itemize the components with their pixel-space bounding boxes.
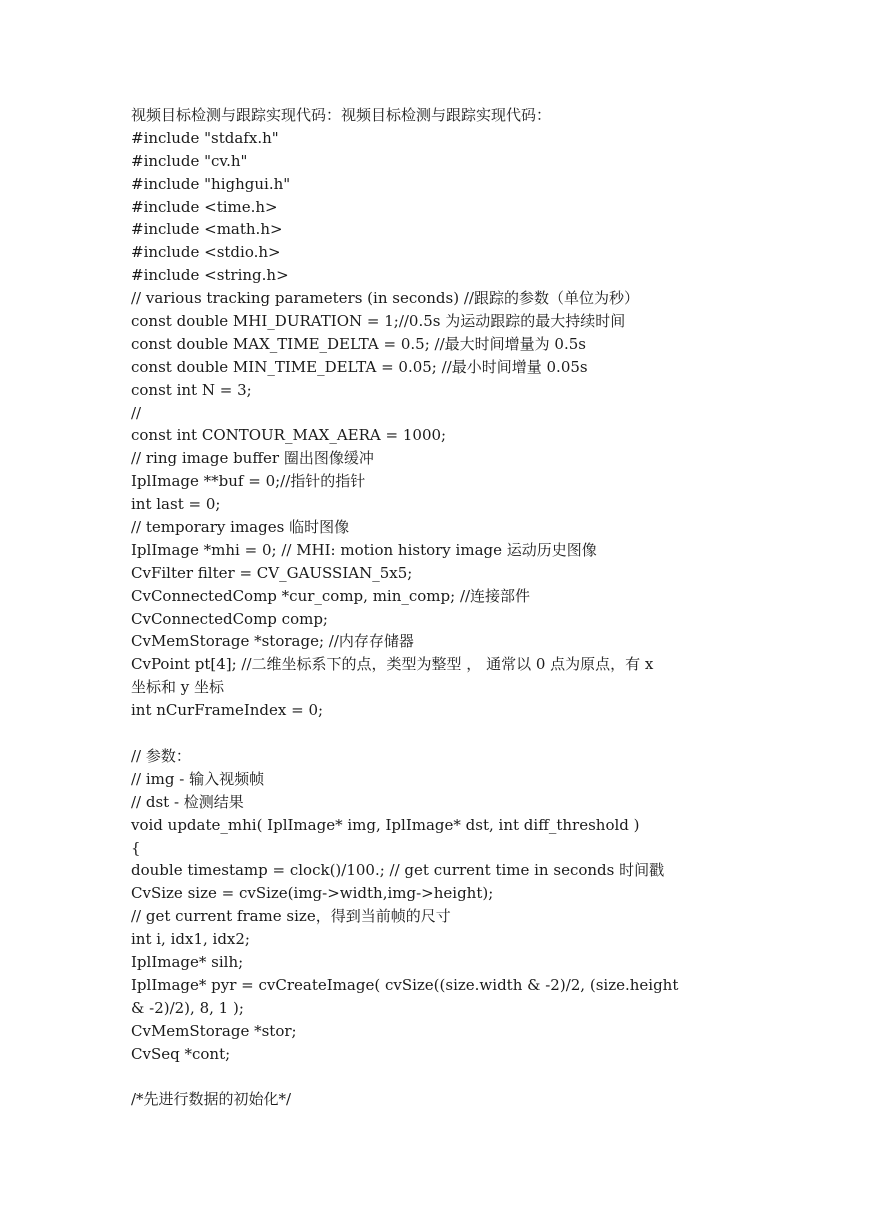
code-line: int i, idx1, idx2; [131, 930, 250, 949]
code-line: IplImage* pyr = cvCreateImage( cvSize((size.width & -2)/2, (size.height [131, 975, 679, 994]
code-line: CvConnectedComp *cur_comp, min_comp; //连接部件 [131, 586, 531, 605]
code-line: // ring image buffer 圈出图像缓冲 [131, 449, 374, 468]
code-line: 坐标和 y 坐标 [131, 678, 225, 697]
code-line: #include "stdafx.h" [131, 128, 279, 147]
code-line: const int N = 3; [131, 380, 252, 399]
blank-line [131, 1065, 751, 1088]
code-line: CvConnectedComp comp; [131, 609, 328, 628]
code-line: const int CONTOUR_MAX_AERA = 1000; [131, 426, 447, 445]
code-line: // dst - 检测结果 [131, 792, 244, 811]
code-line: #include <stdio.h> [131, 243, 281, 262]
code-line: & -2)/2), 8, 1 ); [131, 998, 244, 1017]
code-line: #include <time.h> [131, 197, 278, 216]
code-line: const double MHI_DURATION = 1;//0.5s 为运动跟踪的最大持续时间 [131, 312, 626, 331]
code-line: // get current frame size，得到当前帧的尺寸 [131, 907, 451, 926]
code-line: // img - 输入视频帧 [131, 769, 265, 788]
code-line: CvPoint pt[4]; //二维坐标系下的点，类型为整型 ， 通常以 0 点为原点，有 x [131, 655, 654, 674]
code-line: int nCurFrameIndex = 0; [131, 701, 324, 720]
code-line: #include <string.h> [131, 266, 289, 285]
document-body [131, 104, 751, 1111]
code-line: CvMemStorage *stor; [131, 1021, 297, 1040]
code-line: #include "highgui.h" [131, 174, 291, 193]
code-line: // [131, 403, 142, 422]
code-line: IplImage **buf = 0;//指针的指针 [131, 472, 366, 491]
code-line: CvSeq *cont; [131, 1044, 231, 1063]
code-line: int last = 0; [131, 495, 221, 514]
code-line: CvFilter filter = CV_GAUSSIAN_5x5; [131, 563, 413, 582]
code-line: const double MAX_TIME_DELTA = 0.5; //最大时间增量为 0.5s [131, 334, 586, 353]
code-line: // 参数： [131, 746, 191, 765]
code-line: // temporary images 临时图像 [131, 518, 350, 537]
code-line: CvSize size = cvSize(img->width,img->height); [131, 884, 494, 903]
code-line: CvMemStorage *storage; //内存存储器 [131, 632, 414, 651]
document-title: 视频目标检测与跟踪实现代码：视频目标检测与跟踪实现代码： [131, 106, 552, 124]
code-line: /*先进行数据的初始化*/ [131, 1090, 292, 1109]
code-line: void update_mhi( IplImage* img, IplImage* dst, int diff_threshold ) [131, 815, 640, 834]
code-line: #include "cv.h" [131, 151, 248, 170]
code-line: double timestamp = clock()/100.; // get current time in seconds 时间戳 [131, 861, 665, 880]
code-line: // various tracking parameters (in seconds) //跟踪的参数（单位为秒） [131, 289, 639, 308]
code-line: const double MIN_TIME_DELTA = 0.05; //最小时间增量 0.05s [131, 357, 588, 376]
code-line: #include <math.h> [131, 220, 283, 239]
code-line: IplImage* silh; [131, 952, 244, 971]
code-line: IplImage *mhi = 0; // MHI: motion history image 运动历史图像 [131, 540, 597, 559]
blank-line [131, 722, 751, 745]
code-line: { [131, 838, 141, 857]
